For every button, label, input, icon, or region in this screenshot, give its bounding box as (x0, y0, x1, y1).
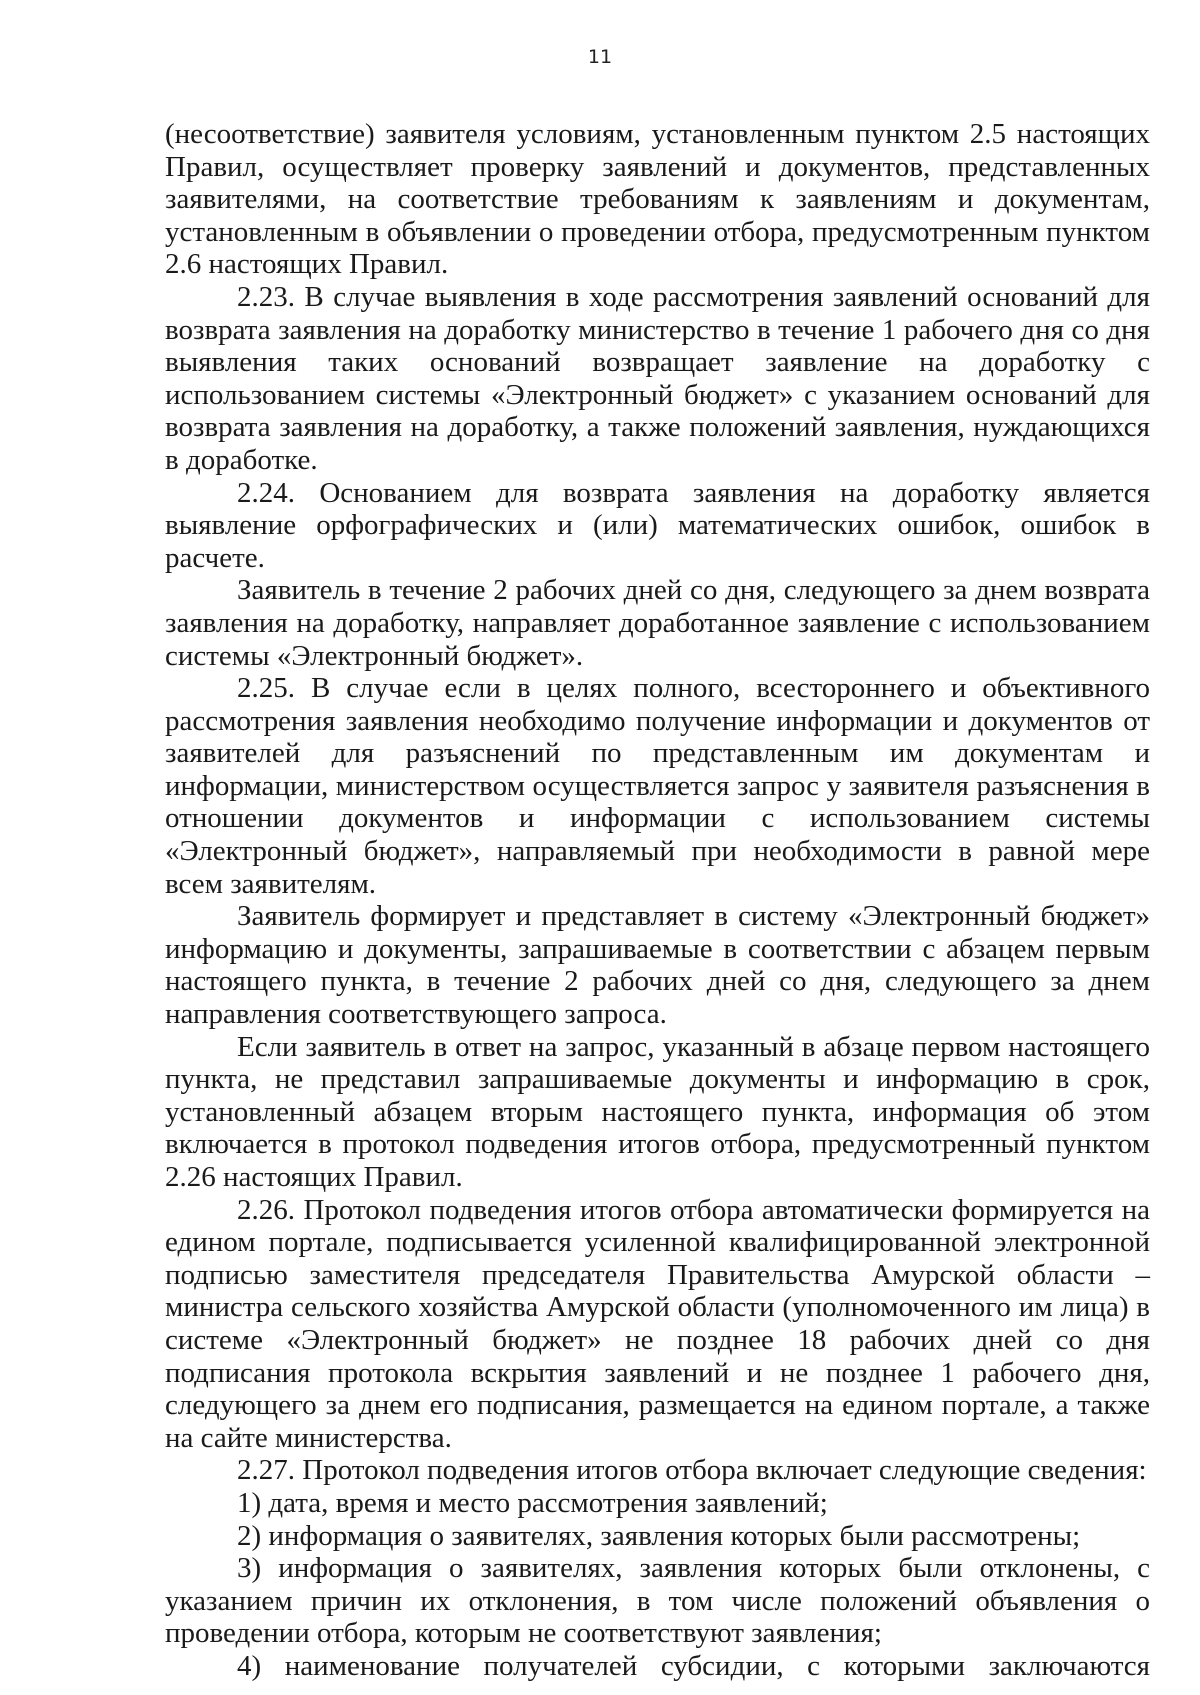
list-item-2: 2) информация о заявителях, заявления которых были рассмотрены; (237, 1519, 1081, 1552)
list-item-4: 4) наименование получателей субсидии, с которыми заключаются (237, 1649, 1150, 1682)
paragraph-2-25-noncompliance: Если заявитель в ответ на запрос, указанный в абзаце первом настоящего пункта, не представил запрашиваемые документы и информацию в срок, установленный абзацем вторым настоящего пункта, информация об этом включается в протокол подведения итогов отбора, предусмотренный пунктом 2.26 настоящих Правил. (165, 1030, 1150, 1193)
paragraph-2-23: 2.23. В случае выявления в ходе рассмотрения заявлений оснований для возврата заявления на доработку министерство в течение 1 рабочего дня со дня выявления таких оснований возвращает заявление на доработку с использованием системы «Электронный бюджет» с указанием оснований для возврата заявления на доработку, а также положений заявления, нуждающихся в доработке. (165, 280, 1150, 476)
list-item-3: 3) информация о заявителях, заявления которых были отклонены, с указанием причин их отклонения, в том числе положений объявления о проведении отбора, которым не соответствуют заявления; (165, 1552, 1150, 1650)
document-body (165, 118, 1150, 1683)
list-item-1: 1) дата, время и место рассмотрения заявлений; (237, 1486, 828, 1519)
paragraph-2-24: 2.24. Основанием для возврата заявления на доработку является выявление орфографических и (или) математических ошибок, ошибок в расчете. (165, 476, 1150, 574)
paragraph-2-27: 2.27. Протокол подведения итогов отбора включает следующие сведения: (237, 1454, 1147, 1487)
page-number: 11 (587, 46, 613, 68)
paragraph-2-26: 2.26. Протокол подведения итогов отбора автоматически формируется на едином портале, подписывается усиленной квалифицированной электронной подписью заместителя председателя Правительства Амурской области – министра сельского хозяйства Амурской области (уполномоченного им лица) в системе «Электронный бюджет» не позднее 18 рабочих дней со дня подписания протокола вскрытия заявлений и не позднее 1 рабочего дня, следующего за днем его подписания, размещается на едином портале, а также на сайте министерства. (165, 1193, 1150, 1454)
paragraph-2-25-applicant: Заявитель формирует и представляет в систему «Электронный бюджет» информацию и документы, запрашиваемые в соответствии с абзацем первым настоящего пункта, в течение 2 рабочих дней со дня, следующего за днем направления соответствующего запроса. (165, 900, 1150, 1031)
paragraph-continuation: (несоответствие) заявителя условиям, установленным пунктом 2.5 настоящих Правил, осуществляет проверку заявлений и документов, представленных заявителями, на соответствие требованиям к заявлениям и документам, установленным в объявлении о проведении отбора, предусмотренным пунктом 2.6 настоящих Правил. (165, 118, 1150, 281)
paragraph-2-24-applicant: Заявитель в течение 2 рабочих дней со дня, следующего за днем возврата заявления на доработку, направляет доработанное заявление с использованием системы «Электронный бюджет». (165, 574, 1150, 672)
paragraph-2-25: 2.25. В случае если в целях полного, всестороннего и объективного рассмотрения заявления необходимо получение информации и документов от заявителей для разъяснений по представленным им документам и информации, министерством осуществляется запрос у заявителя разъяснения в отношении документов и информации с использованием системы «Электронный бюджет», направляемый при необходимости в равной мере всем заявителям. (165, 672, 1150, 900)
